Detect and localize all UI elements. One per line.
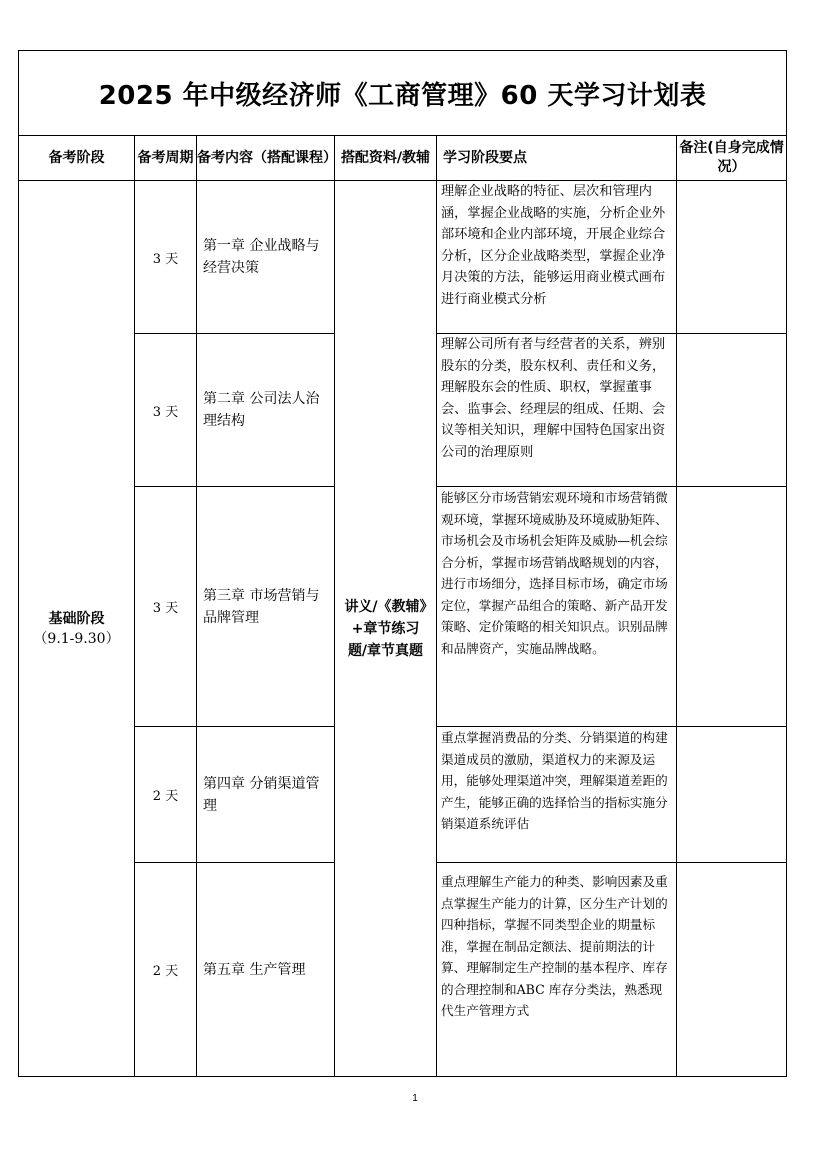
row-chapter: 第三章 市场营销与品牌管理 bbox=[197, 487, 335, 727]
row-note bbox=[677, 727, 787, 863]
row-points: 理解公司所有者与经营者的关系，辨别股东的分类，股东权利、责任和义务，理解股东会的性质、职权，掌握董事会、监事会、经理层的组成、任期、会议等相关知识，理解中国特色国家出资公司的治理原则 bbox=[437, 334, 677, 487]
row-points: 重点掌握消费品的分类、分销渠道的构建渠道成员的激励，渠道权力的来源及运用，能够处理渠道冲突，理解渠道差距的产生，能够正确的选择恰当的指标实施分销渠道系统评估 bbox=[437, 727, 677, 863]
stage-cell bbox=[19, 181, 135, 1077]
row-days: 3 天 bbox=[135, 487, 197, 727]
row-days: 3 天 bbox=[135, 181, 197, 334]
header-period: 备考周期 bbox=[135, 136, 197, 181]
row-days: 2 天 bbox=[135, 727, 197, 863]
row-note bbox=[677, 181, 787, 334]
header-stage: 备考阶段 bbox=[19, 136, 135, 181]
header-notes: 备注(自身完成情况） bbox=[677, 136, 787, 181]
materials-cell: 讲义/《教辅》+章节练习题/章节真题 bbox=[335, 181, 437, 1077]
header-points: 学习阶段要点 bbox=[437, 136, 677, 181]
row-note bbox=[677, 487, 787, 727]
row-days: 3 天 bbox=[135, 334, 197, 487]
row-note bbox=[677, 863, 787, 1077]
study-plan-table bbox=[18, 50, 787, 1077]
table-row bbox=[19, 181, 787, 334]
row-note bbox=[677, 334, 787, 487]
row-chapter: 第二章 公司法人治理结构 bbox=[197, 334, 335, 487]
header-materials: 搭配资料/教辅 bbox=[335, 136, 437, 181]
stage-range: （9.1-9.30） bbox=[33, 630, 120, 647]
row-points: 能够区分市场营销宏观环境和市场营销微观环境，掌握环境威胁及环境威胁矩阵、市场机会及市场机会矩阵及威胁—机会综合分析，掌握市场营销战略规划的内容，进行市场细分，选择目标市场，确定市场定位，掌握产品组合的策略、新产品开发策略、定价策略的相关知识点。识别品牌和品牌资产，实施品牌战略。 bbox=[437, 487, 677, 727]
page-title: 2025 年中级经济师《工商管理》60 天学习计划表 bbox=[19, 51, 787, 136]
page-number: 1 bbox=[412, 1093, 418, 1104]
row-chapter: 第一章 企业战略与经营决策 bbox=[197, 181, 335, 334]
stage-name: 基础阶段 bbox=[48, 610, 105, 627]
row-chapter: 第四章 分销渠道管理 bbox=[197, 727, 335, 863]
row-days: 2 天 bbox=[135, 863, 197, 1077]
row-points: 理解企业战略的特征、层次和管理内涵，掌握企业战略的实施，分析企业外部环境和企业内部环境，开展企业综合分析，区分企业战略类型，掌握企业净月决策的方法，能够运用商业模式画布进行商业模式分析 bbox=[437, 181, 677, 334]
header-content: 备考内容（搭配课程） bbox=[197, 136, 335, 181]
row-points: 重点理解生产能力的种类、影响因素及重点掌握生产能力的计算，区分生产计划的四种指标，掌握不同类型企业的期量标准，掌握在制品定额法、提前期法的计算、理解制定生产控制的基本程序、库存的合理控制和ABC 库存分类法，熟悉现代生产管理方式 bbox=[437, 863, 677, 1077]
row-chapter: 第五章 生产管理 bbox=[197, 863, 335, 1077]
